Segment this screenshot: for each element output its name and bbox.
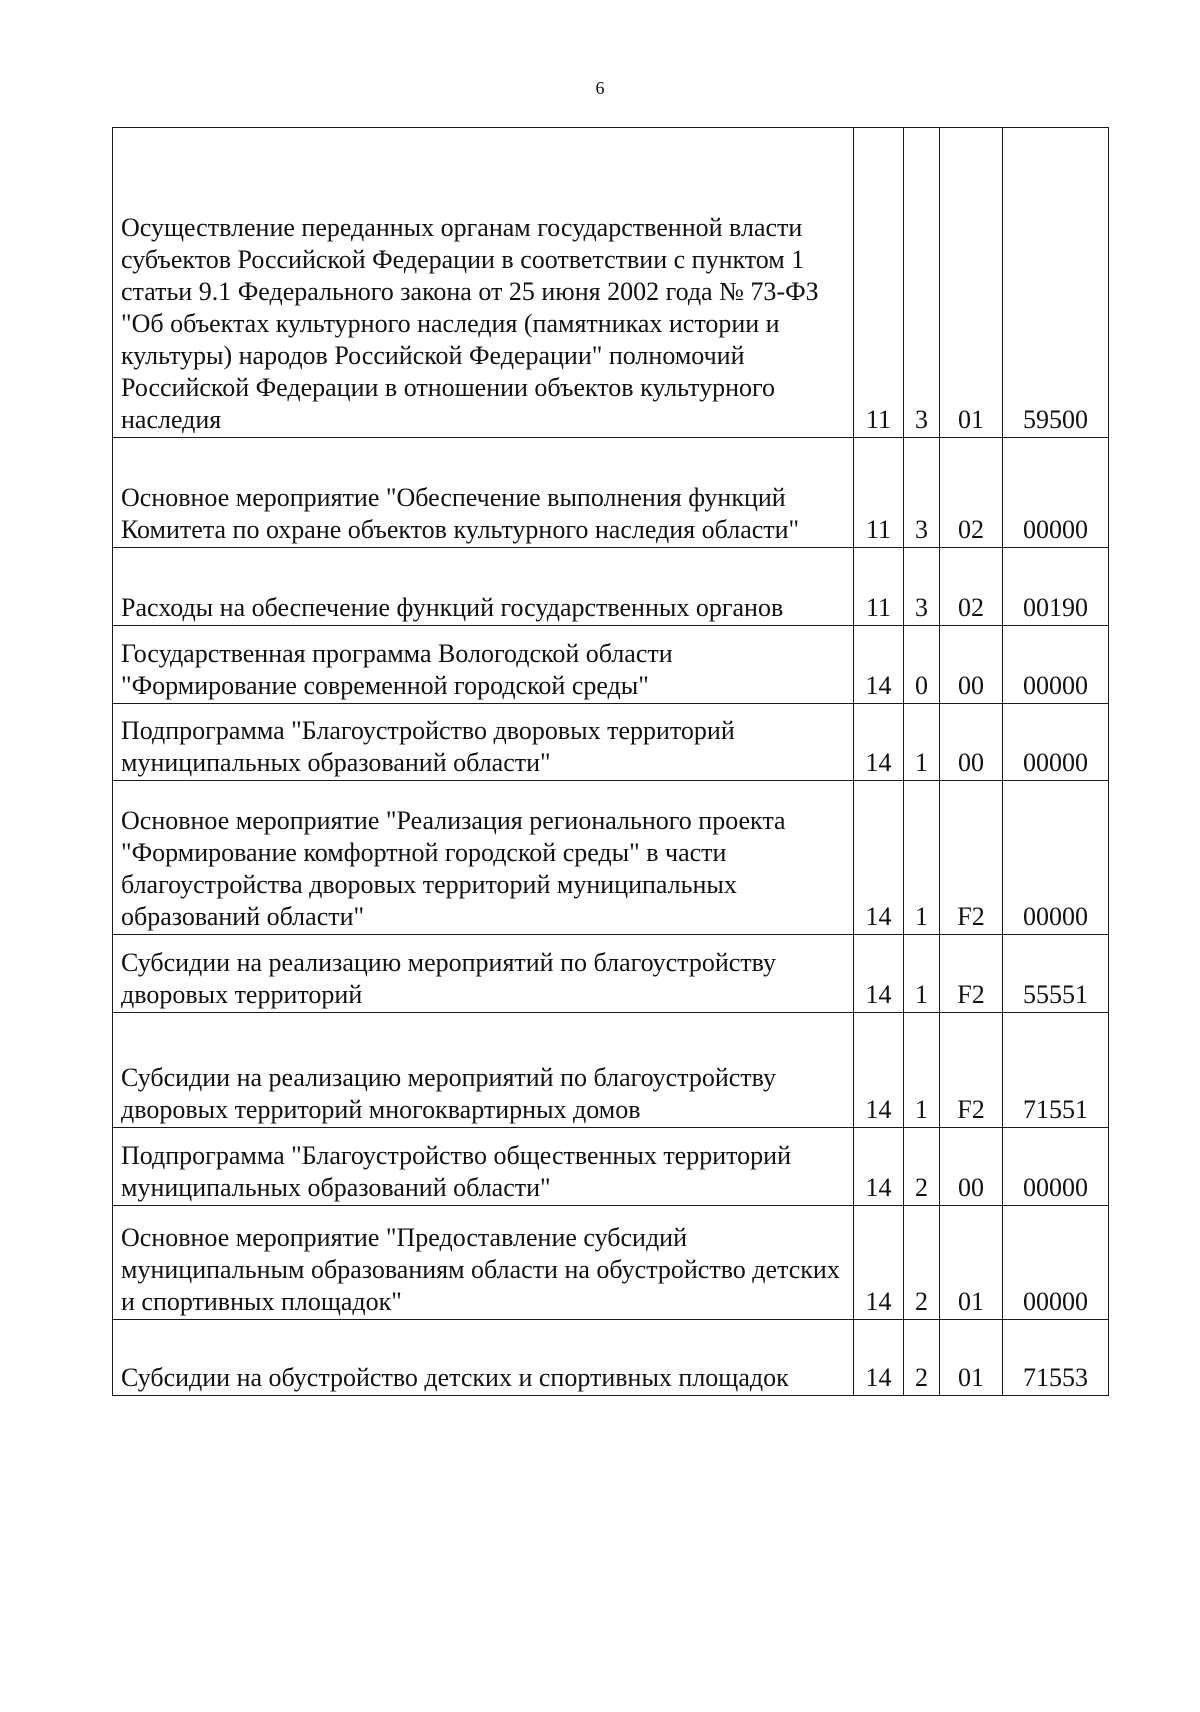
code-cell: 2 [904,1320,940,1396]
table-row [113,1320,1109,1396]
table-row [113,548,1109,626]
row-name: Субсидии на реализацию мероприятий по благоустройству дворовых территорий многоквартирных домов [113,1013,854,1128]
code-cell: 3 [904,128,940,438]
code-cell: 00 [940,1128,1003,1206]
row-name: Основное мероприятие "Обеспечение выполнения функций Комитета по охране объектов культурного наследия области" [113,438,854,548]
code-cell: 00 [940,626,1003,704]
table-row [113,1128,1109,1206]
code-cell: 1 [904,781,940,935]
code-cell: 01 [940,1206,1003,1320]
code-cell: 01 [940,128,1003,438]
code-cell: 59500 [1003,128,1109,438]
code-cell: 11 [854,438,904,548]
code-cell: 14 [854,1206,904,1320]
table-row [113,1013,1109,1128]
table-row [113,704,1109,781]
code-cell: 00190 [1003,548,1109,626]
code-cell: 14 [854,626,904,704]
code-cell: 00000 [1003,438,1109,548]
table-row [113,1206,1109,1320]
code-cell: 71553 [1003,1320,1109,1396]
code-cell: 14 [854,1320,904,1396]
code-cell: 02 [940,548,1003,626]
budget-classification-table [112,127,1109,1396]
row-name: Подпрограмма "Благоустройство дворовых территорий муниципальных образований области" [113,704,854,781]
code-cell: 2 [904,1128,940,1206]
code-cell: 55551 [1003,935,1109,1013]
code-cell: 14 [854,1013,904,1128]
row-name: Основное мероприятие "Предоставление субсидий муниципальным образованиям области на обустройство детских и спортивных площадок" [113,1206,854,1320]
row-name: Осуществление переданных органам государственной власти субъектов Российской Федерации в соответствии с пунктом 1 статьи 9.1 Федерального закона от 25 июня 2002 года № 73-ФЗ "Об объектах культурного наследия (памятниках истории и культуры) народов Российской Федерации" полномочий Российской Федерации в отношении объектов культурного наследия [113,128,854,438]
row-name: Субсидии на обустройство детских и спортивных площадок [113,1320,854,1396]
code-cell: 3 [904,438,940,548]
code-cell: 0 [904,626,940,704]
row-name: Субсидии на реализацию мероприятий по благоустройству дворовых территорий [113,935,854,1013]
code-cell: 14 [854,935,904,1013]
code-cell: 3 [904,548,940,626]
table-row [113,626,1109,704]
code-cell: F2 [940,1013,1003,1128]
code-cell: 14 [854,704,904,781]
code-cell: F2 [940,935,1003,1013]
code-cell: 14 [854,1128,904,1206]
code-cell: 14 [854,781,904,935]
code-cell: 1 [904,935,940,1013]
code-cell: 11 [854,548,904,626]
table-row [113,438,1109,548]
row-name: Подпрограмма "Благоустройство общественных территорий муниципальных образований области" [113,1128,854,1206]
code-cell: 2 [904,1206,940,1320]
code-cell: 11 [854,128,904,438]
code-cell: F2 [940,781,1003,935]
code-cell: 00000 [1003,626,1109,704]
row-name: Основное мероприятие "Реализация регионального проекта "Формирование комфортной городской среды" в части благоустройства дворовых территорий муниципальных образований области" [113,781,854,935]
table-row [113,935,1109,1013]
code-cell: 00000 [1003,781,1109,935]
code-cell: 00000 [1003,1128,1109,1206]
row-name: Государственная программа Вологодской области "Формирование современной городской среды" [113,626,854,704]
row-name: Расходы на обеспечение функций государственных органов [113,548,854,626]
code-cell: 01 [940,1320,1003,1396]
code-cell: 1 [904,704,940,781]
table-row [113,128,1109,438]
code-cell: 02 [940,438,1003,548]
code-cell: 1 [904,1013,940,1128]
table-row [113,781,1109,935]
page-number: 6 [595,78,605,98]
code-cell: 00000 [1003,1206,1109,1320]
code-cell: 71551 [1003,1013,1109,1128]
code-cell: 00 [940,704,1003,781]
code-cell: 00000 [1003,704,1109,781]
